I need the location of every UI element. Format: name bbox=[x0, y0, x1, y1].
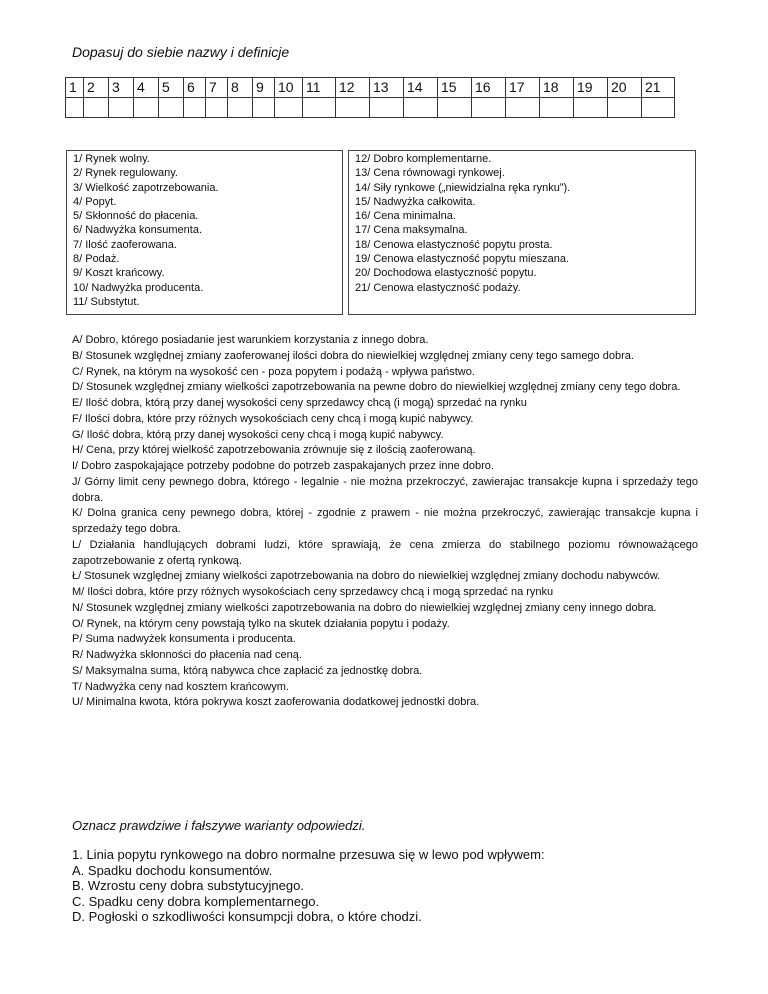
definition-item: N/ Stosunek względnej zmiany wielkości zapotrzebowania na dobro do niewielkiej względnej zmiany ceny innego dobra. bbox=[72, 601, 657, 614]
answer-grid-number-cell bbox=[109, 78, 134, 98]
answer-grid-number-cell bbox=[608, 78, 642, 98]
answer-grid-answer-cell[interactable] bbox=[336, 98, 370, 118]
answer-grid-number-cell bbox=[253, 78, 275, 98]
term-item: 8/ Podaż. bbox=[73, 253, 120, 266]
definition-item: K/ Dolna granica ceny pewnego dobra, której - zgodnie z prawem - nie można przekroczyć, zawierając transakcje kupna i sprzedaży tego dobra. bbox=[72, 507, 698, 535]
answer-grid-answer-cell[interactable] bbox=[66, 98, 84, 118]
answer-grid-answer-cell[interactable] bbox=[438, 98, 472, 118]
term-item: 3/ Wielkość zapotrzebowania. bbox=[73, 181, 219, 194]
term-item: 9/ Koszt krańcowy. bbox=[73, 267, 165, 280]
definition-item: H/ Cena, przy której wielkość zapotrzebowania zrównuje się z ilością zaoferowaną. bbox=[72, 444, 476, 457]
term-item: 10/ Nadwyżka producenta. bbox=[73, 281, 204, 294]
answer-grid-answer-cell[interactable] bbox=[540, 98, 574, 118]
term-item: 13/ Cena równowagi rynkowej. bbox=[355, 167, 505, 180]
question-1-option: D. Pogłoski o szkodliwości konsumpcji dobra, o które chodzi. bbox=[72, 909, 422, 925]
answer-grid-number-cell bbox=[540, 78, 574, 98]
term-item: 19/ Cenowa elastyczność popytu mieszana. bbox=[355, 253, 570, 266]
terms-box-left bbox=[66, 150, 343, 315]
terms-box-right bbox=[348, 150, 696, 315]
answer-grid-number: 4 bbox=[137, 79, 145, 95]
term-item: 17/ Cena maksymalna. bbox=[355, 224, 468, 237]
term-item: 5/ Skłonność do płacenia. bbox=[73, 210, 199, 223]
term-item: 15/ Nadwyżka całkowita. bbox=[355, 195, 476, 208]
answer-grid-number: 15 bbox=[441, 79, 457, 95]
answer-grid-number: 11 bbox=[306, 79, 321, 95]
answer-grid-number: 5 bbox=[162, 79, 170, 95]
answer-grid-answer-cell[interactable] bbox=[109, 98, 134, 118]
term-item: 2/ Rynek regulowany. bbox=[73, 167, 178, 180]
answer-grid-number-cell bbox=[66, 78, 84, 98]
answer-grid-answer-cell[interactable] bbox=[134, 98, 159, 118]
definition-item: E/ Ilość dobra, którą przy danej wysokości ceny sprzedawcy chcą (i mogą) sprzedać na rynku bbox=[72, 397, 527, 409]
answer-grid-answer-cell[interactable] bbox=[275, 98, 303, 118]
answer-grid-number-cell bbox=[574, 78, 608, 98]
answer-grid-number: 20 bbox=[611, 79, 627, 95]
answer-grid-answer-cell[interactable] bbox=[642, 98, 675, 118]
answer-grid-number-cell bbox=[370, 78, 404, 98]
definition-item: M/ Ilości dobra, które przy różnych wysokościach ceny sprzedawcy chcą i mogą sprzedać na rynku bbox=[72, 586, 554, 598]
definition-item: U/ Minimalna kwota, która pokrywa koszt zaoferowania dodatkowej jednostki dobra. bbox=[72, 696, 480, 709]
answer-grid-number: 2 bbox=[87, 79, 95, 95]
answer-grid-answer-cell[interactable] bbox=[574, 98, 608, 118]
answer-grid-number-cell bbox=[438, 78, 472, 98]
term-item: 18/ Cenowa elastyczność popytu prosta. bbox=[355, 238, 553, 251]
question-1 bbox=[72, 847, 545, 925]
answer-grid-answer-cell[interactable] bbox=[506, 98, 540, 118]
answer-grid-number-cell bbox=[642, 78, 675, 98]
term-item: 11/ Substytut. bbox=[73, 295, 140, 308]
definition-item: S/ Maksymalna suma, którą nabywca chce zapłacić za jednostkę dobra. bbox=[72, 664, 423, 677]
answer-grid-number-cell bbox=[472, 78, 506, 98]
answer-grid-answer-cell[interactable] bbox=[404, 98, 438, 118]
answer-grid bbox=[65, 77, 675, 118]
answer-grid-number: 14 bbox=[407, 79, 423, 95]
term-item: 1/ Rynek wolny. bbox=[73, 153, 150, 165]
term-item: 16/ Cena minimalna. bbox=[355, 210, 456, 223]
definition-item: A/ Dobro, którego posiadanie jest warunkiem korzystania z innego dobra. bbox=[72, 334, 429, 346]
definition-item: C/ Rynek, na którym na wysokość cen - poza popytem i podażą - wpływa państwo. bbox=[72, 365, 475, 378]
answer-grid-number: 7 bbox=[209, 79, 217, 95]
answer-grid-number-cell bbox=[275, 78, 303, 98]
answer-grid-number-cell bbox=[336, 78, 370, 98]
term-item: 12/ Dobro komplementarne. bbox=[355, 153, 492, 165]
answer-grid-answer-cell[interactable] bbox=[159, 98, 184, 118]
definition-item: O/ Rynek, na którym ceny powstają tylko na skutek działania popytu i podaży. bbox=[72, 617, 450, 630]
answer-grid-number: 12 bbox=[339, 79, 355, 95]
definition-item: D/ Stosunek względnej zmiany wielkości zapotrzebowania na pewne dobro do niewielkiej względnej zmiany ceny tego dobra. bbox=[72, 381, 681, 394]
answer-grid-number: 17 bbox=[509, 79, 525, 95]
question-1-option: A. Spadku dochodu konsumentów. bbox=[72, 862, 273, 878]
answer-grid-answer-cell[interactable] bbox=[228, 98, 253, 118]
answer-grid-answer-cell[interactable] bbox=[370, 98, 404, 118]
answer-grid-number: 8 bbox=[231, 79, 239, 95]
definition-item: L/ Działania handlujących dobrami ludzi, które sprawiają, że cena zmierza do stabilnego poziomu równoważącego zapotrzebowanie z ofertą rynkową. bbox=[72, 538, 698, 567]
answer-grid-number: 13 bbox=[373, 79, 389, 95]
definition-item: P/ Suma nadwyżek konsumenta i producenta. bbox=[72, 633, 296, 646]
term-item: 4/ Popyt. bbox=[73, 195, 117, 208]
answer-grid-number: 6 bbox=[187, 79, 195, 95]
definition-item: I/ Dobro zaspokajające potrzeby podobne do potrzeb zaspakajanych przez inne dobro. bbox=[72, 460, 494, 472]
term-item: 7/ Ilość zaoferowana. bbox=[73, 238, 177, 251]
term-item: 6/ Nadwyżka konsumenta. bbox=[73, 224, 203, 237]
definition-item: R/ Nadwyżka skłonności do płacenia nad ceną. bbox=[72, 649, 302, 661]
definition-item: G/ Ilość dobra, którą przy danej wysokości ceny chcą i mogą kupić nabywcy. bbox=[72, 428, 444, 441]
answer-grid-answer-cell[interactable] bbox=[472, 98, 506, 118]
answer-grid-number-cell bbox=[303, 78, 336, 98]
answer-grid-number-cell bbox=[506, 78, 540, 98]
answer-grid-number-cell bbox=[84, 78, 109, 98]
answer-grid-number: 10 bbox=[278, 79, 294, 95]
answer-grid-number: 3 bbox=[112, 79, 120, 95]
answer-grid-number-cell bbox=[228, 78, 253, 98]
answer-grid-answer-row bbox=[66, 98, 675, 118]
answer-grid-number-cell bbox=[159, 78, 184, 98]
answer-grid-answer-cell[interactable] bbox=[206, 98, 228, 118]
section-title-true-false: Oznacz prawdziwe i fałszywe warianty odpowiedzi. bbox=[72, 818, 366, 833]
answer-grid-answer-cell[interactable] bbox=[184, 98, 206, 118]
answer-grid-answer-cell[interactable] bbox=[303, 98, 336, 118]
term-item: 14/ Siły rynkowe („niewidzialna ręka rynku”). bbox=[355, 181, 571, 194]
definition-item: Ł/ Stosunek względnej zmiany wielkości zapotrzebowania na dobro do niewielkiej względnej zmiany dochodu nabywców. bbox=[72, 570, 661, 583]
answer-grid-answer-cell[interactable] bbox=[608, 98, 642, 118]
definition-item: J/ Górny limit ceny pewnego dobra, którego - legalnie - nie można przekroczyć, zawierajac transakcje kupna i sprzedaży tego dobra. bbox=[72, 475, 698, 504]
section-title-matching: Dopasuj do siebie nazwy i definicje bbox=[72, 44, 290, 60]
answer-grid-number: 18 bbox=[543, 79, 559, 95]
definition-item: B/ Stosunek względnej zmiany zaoferowanej ilości dobra do niewielkiej względnej zmiany ceny tego samego dobra. bbox=[72, 349, 634, 362]
definition-item: T/ Nadwyżka ceny nad kosztem krańcowym. bbox=[72, 680, 290, 693]
definitions-list bbox=[72, 333, 698, 711]
definition-item: F/ Ilości dobra, które przy różnych wysokościach ceny chcą i mogą kupić nabywcy. bbox=[72, 412, 474, 425]
answer-grid-number-cell bbox=[134, 78, 159, 98]
question-1-text: 1. Linia popytu rynkowego na dobro normalne przesuwa się w lewo pod wpływem: bbox=[72, 847, 545, 862]
term-item: 20/ Dochodowa elastyczność popytu. bbox=[355, 267, 537, 280]
answer-grid-number-cell bbox=[206, 78, 228, 98]
question-1-option: B. Wzrostu ceny dobra substytucyjnego. bbox=[72, 878, 304, 894]
answer-grid-number-cell bbox=[404, 78, 438, 98]
question-1-option: C. Spadku ceny dobra komplementarnego. bbox=[72, 893, 320, 909]
answer-grid-number: 19 bbox=[577, 79, 593, 95]
answer-grid-number-cell bbox=[184, 78, 206, 98]
answer-grid-answer-cell[interactable] bbox=[84, 98, 109, 118]
answer-grid-number: 9 bbox=[256, 79, 264, 95]
answer-grid-answer-cell[interactable] bbox=[253, 98, 275, 118]
answer-grid-number: 21 bbox=[645, 79, 661, 95]
answer-grid-number: 16 bbox=[475, 79, 491, 95]
term-item: 21/ Cenowa elastyczność podaży. bbox=[355, 281, 521, 294]
answer-grid-number-row bbox=[66, 78, 675, 98]
answer-grid-number: 1 bbox=[69, 79, 77, 95]
